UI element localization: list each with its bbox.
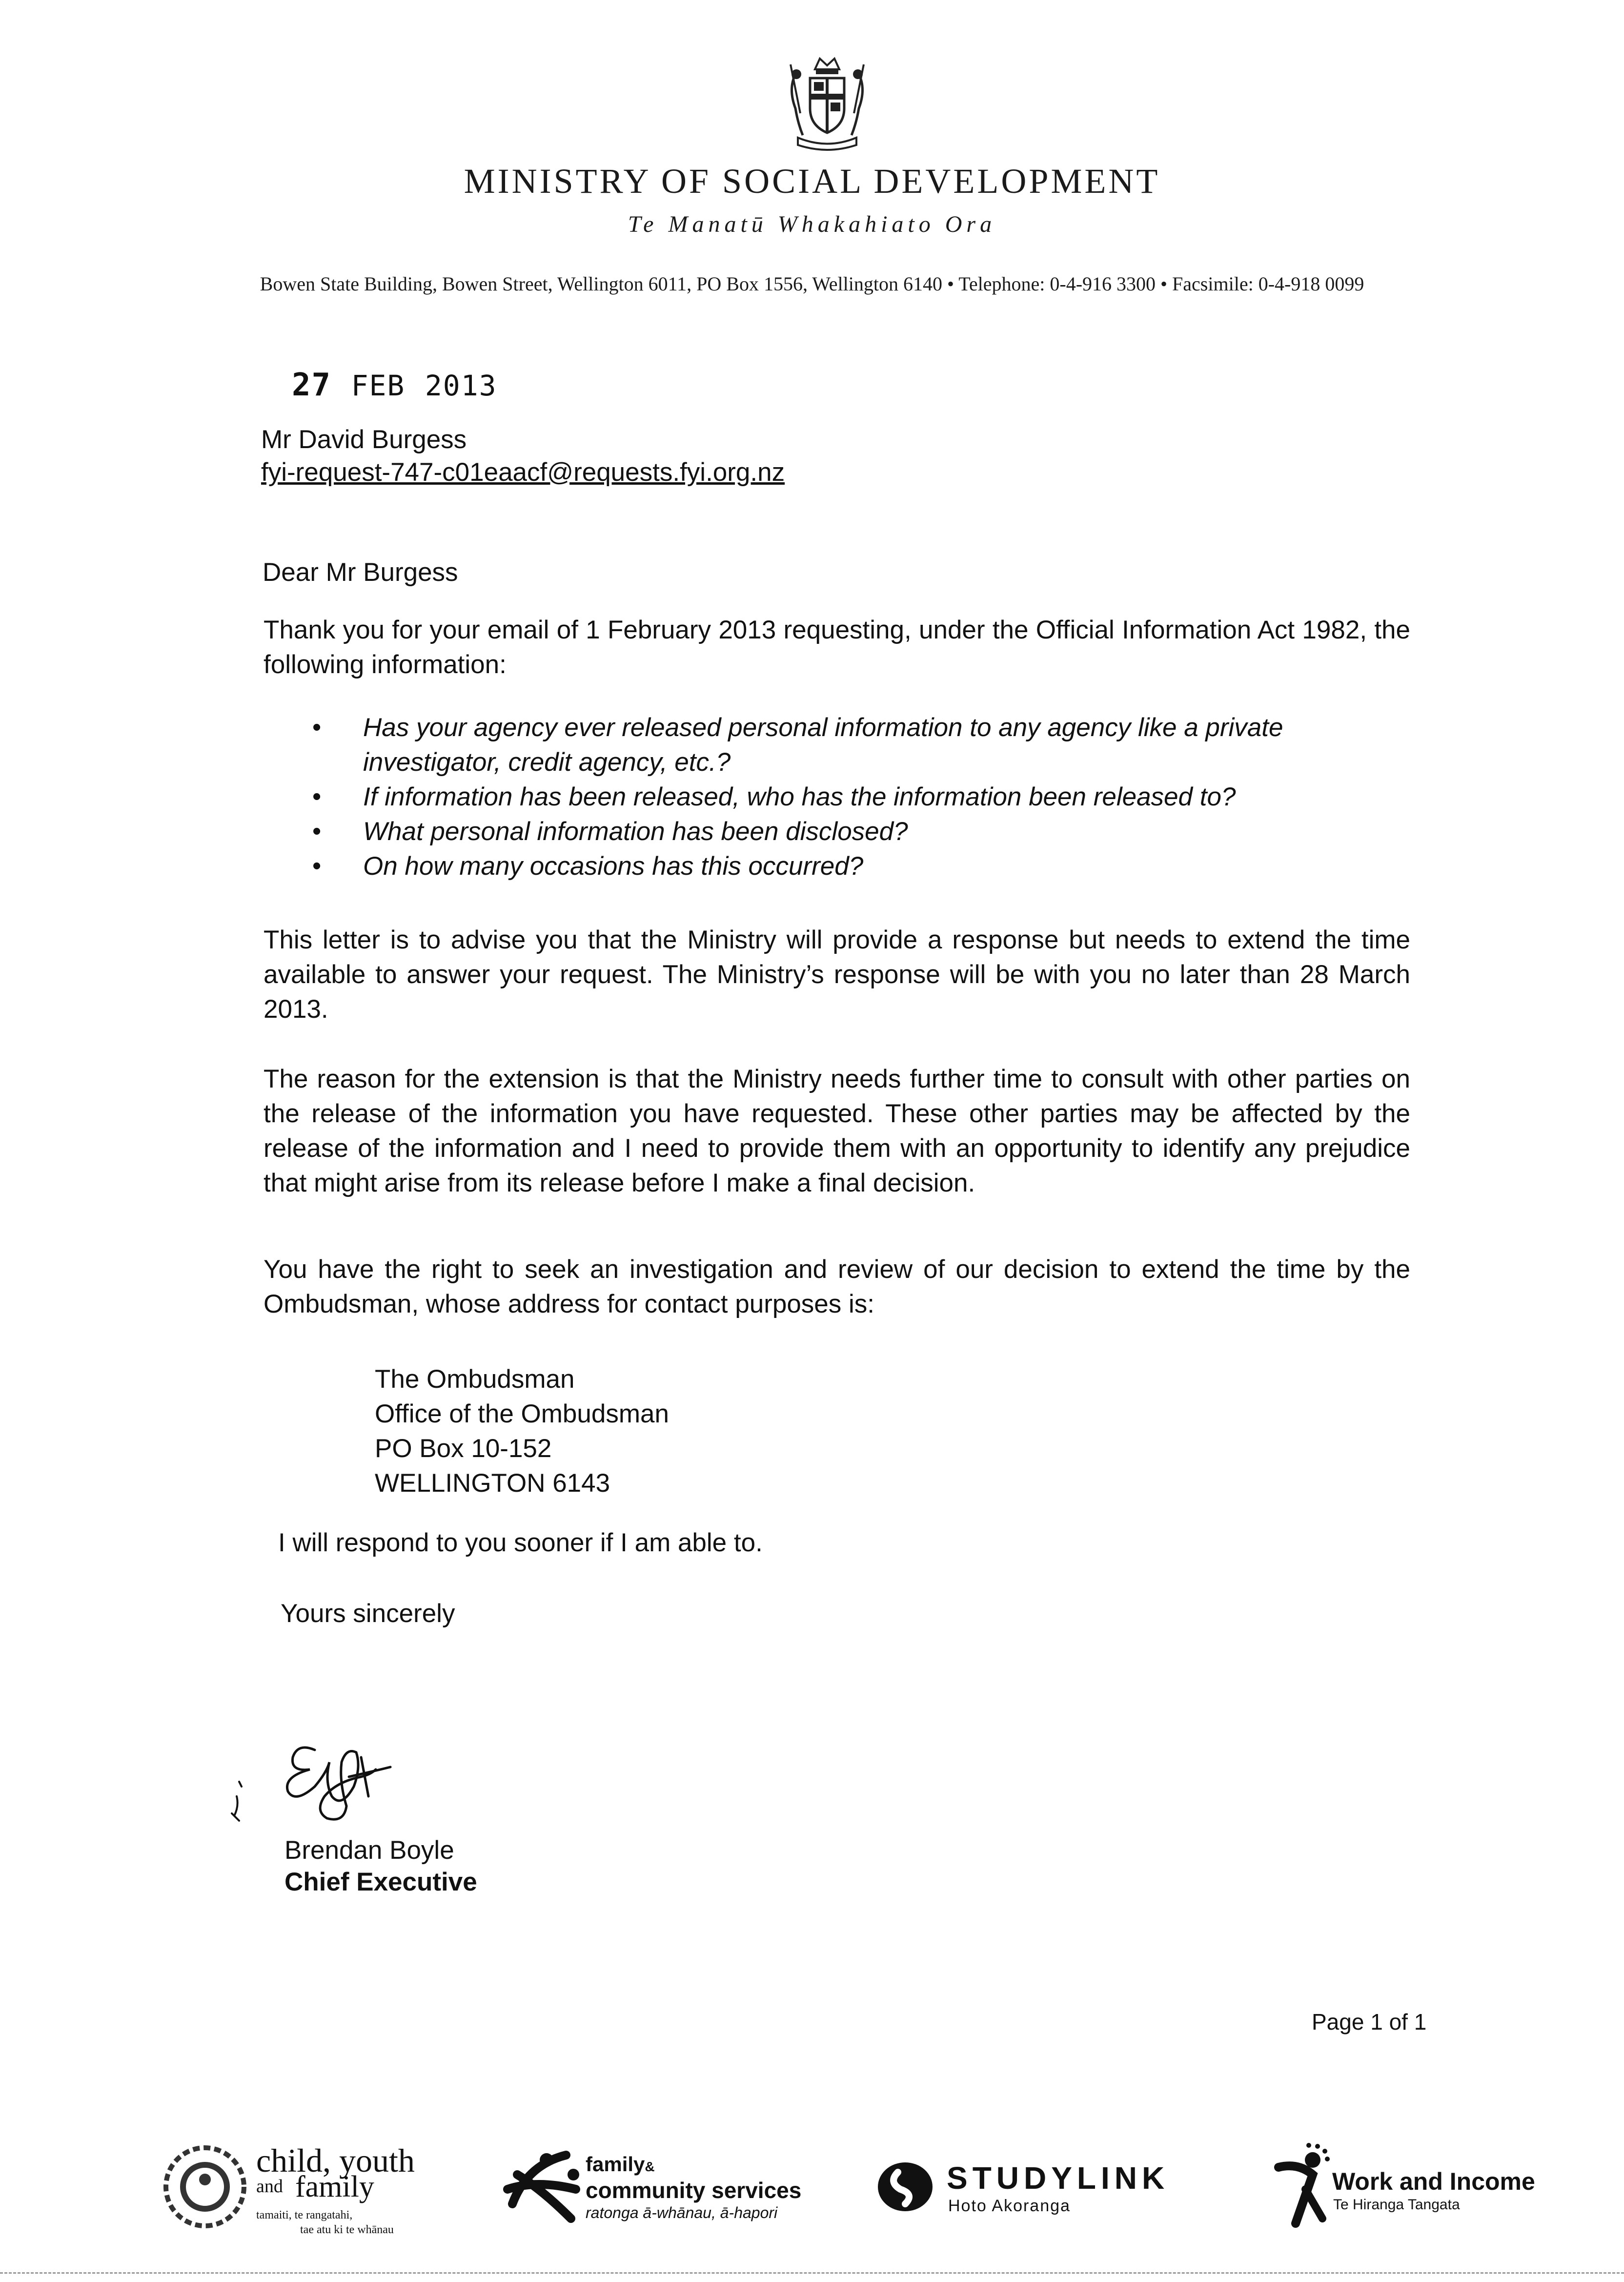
logo-tagline: tae atu ki te whānau: [300, 2223, 394, 2236]
studylink-logo-icon: [876, 2160, 934, 2214]
signature-icon: [224, 1723, 454, 1830]
logo-text: family: [295, 2170, 374, 2203]
work-and-income-logo: [1269, 2131, 1562, 2243]
ministry-name: MINISTRY OF SOCIAL DEVELOPMENT: [464, 162, 1160, 201]
signer-name: Brendan Boyle: [284, 1836, 454, 1865]
signer-title: Chief Executive: [284, 1868, 477, 1896]
logo-tagline: tamaiti, te rangatahi,: [256, 2209, 353, 2221]
logo-text: STUDYLINK: [947, 2160, 1170, 2196]
family-community-services-logo: [498, 2131, 810, 2243]
recipient-email[interactable]: fyi-request-747-c01eaacf@requests.fyi.org.nz: [261, 458, 785, 487]
logo-text: child, youth: [256, 2142, 415, 2179]
paragraph-request: Thank you for your email of 1 February 2013 requesting, under the Official Information Act 1982, the following information:: [264, 616, 1410, 679]
list-item: • Has your agency ever released personal information to any agency like a private investigator, credit agency, etc.?: [303, 710, 1415, 780]
address-line: The Ombudsman: [375, 1365, 575, 1394]
page-number: Page 1 of 1: [1312, 2009, 1427, 2035]
paragraph-review-right: You have the right to seek an investigation and review of our decision to extend the time by the Ombudsman, whose address for contact purposes is:: [264, 1255, 1410, 1318]
logo-text: and: [256, 2176, 283, 2197]
closing: Yours sincerely: [281, 1599, 455, 1628]
address-line: WELLINGTON 6143: [375, 1469, 610, 1498]
date-day: 27: [292, 367, 332, 403]
list-item: • On how many occasions has this occurred?: [303, 849, 1415, 884]
paragraph-extension-reason: The reason for the extension is that the Ministry needs further time to consult with other parties on the release of the information you have requested. These other parties may be affected by the release of the information and I need to provide them with an opportunity to identify any prejudice that might arise from its release before I make a final decision.: [264, 1065, 1410, 1197]
ministry-address-line: Bowen State Building, Bowen Street, Wellington 6011, PO Box 1556, Wellington 6140 • Telephone: 0-4-916 3300 • Facsimile: 0-4-918 0099: [260, 273, 1364, 295]
ministry-name-maori: Te Manatū Whakahiato Ora: [628, 211, 996, 237]
list-item: • If information has been released, who has the information been released to?: [303, 780, 1415, 814]
scan-edge-divider: [0, 2272, 1624, 2276]
child-youth-family-logo: [159, 2131, 432, 2243]
family-community-services-logo-icon: [498, 2145, 583, 2228]
coat-of-arms-icon: [776, 55, 878, 155]
work-and-income-logo-icon: [1269, 2140, 1332, 2228]
logo-text: Work and Income: [1332, 2168, 1535, 2195]
date-stamp: [292, 367, 497, 403]
logo-tagline: Hoto Akoranga: [948, 2197, 1071, 2215]
ombudsman-address: [375, 1362, 669, 1501]
request-bullet-list: [303, 710, 1415, 884]
date-year: 2013: [425, 369, 497, 402]
paragraph-respond-sooner: I will respond to you sooner if I am able to.: [278, 1528, 763, 1557]
logo-tagline: ratonga ā-whānau, ā-hapori: [586, 2204, 778, 2221]
address-line: Office of the Ombudsman: [375, 1399, 669, 1428]
studylink-logo: [876, 2131, 1227, 2243]
logo-text: community services: [586, 2178, 802, 2203]
date-month: FEB: [351, 369, 406, 402]
salutation: Dear Mr Burgess: [263, 558, 458, 587]
list-item: • What personal information has been disclosed?: [303, 814, 1415, 849]
logo-tagline: Te Hiranga Tangata: [1333, 2197, 1460, 2213]
child-youth-family-logo-icon: [159, 2140, 251, 2233]
recipient-name: Mr David Burgess: [261, 425, 467, 454]
logo-text: family&: [586, 2153, 655, 2176]
address-line: PO Box 10-152: [375, 1434, 552, 1463]
paragraph-extension-notice: This letter is to advise you that the Ministry will provide a response but needs to extend the time available to answer your request. The Ministry’s response will be with you no later than 28 March 2013.: [264, 925, 1410, 1024]
